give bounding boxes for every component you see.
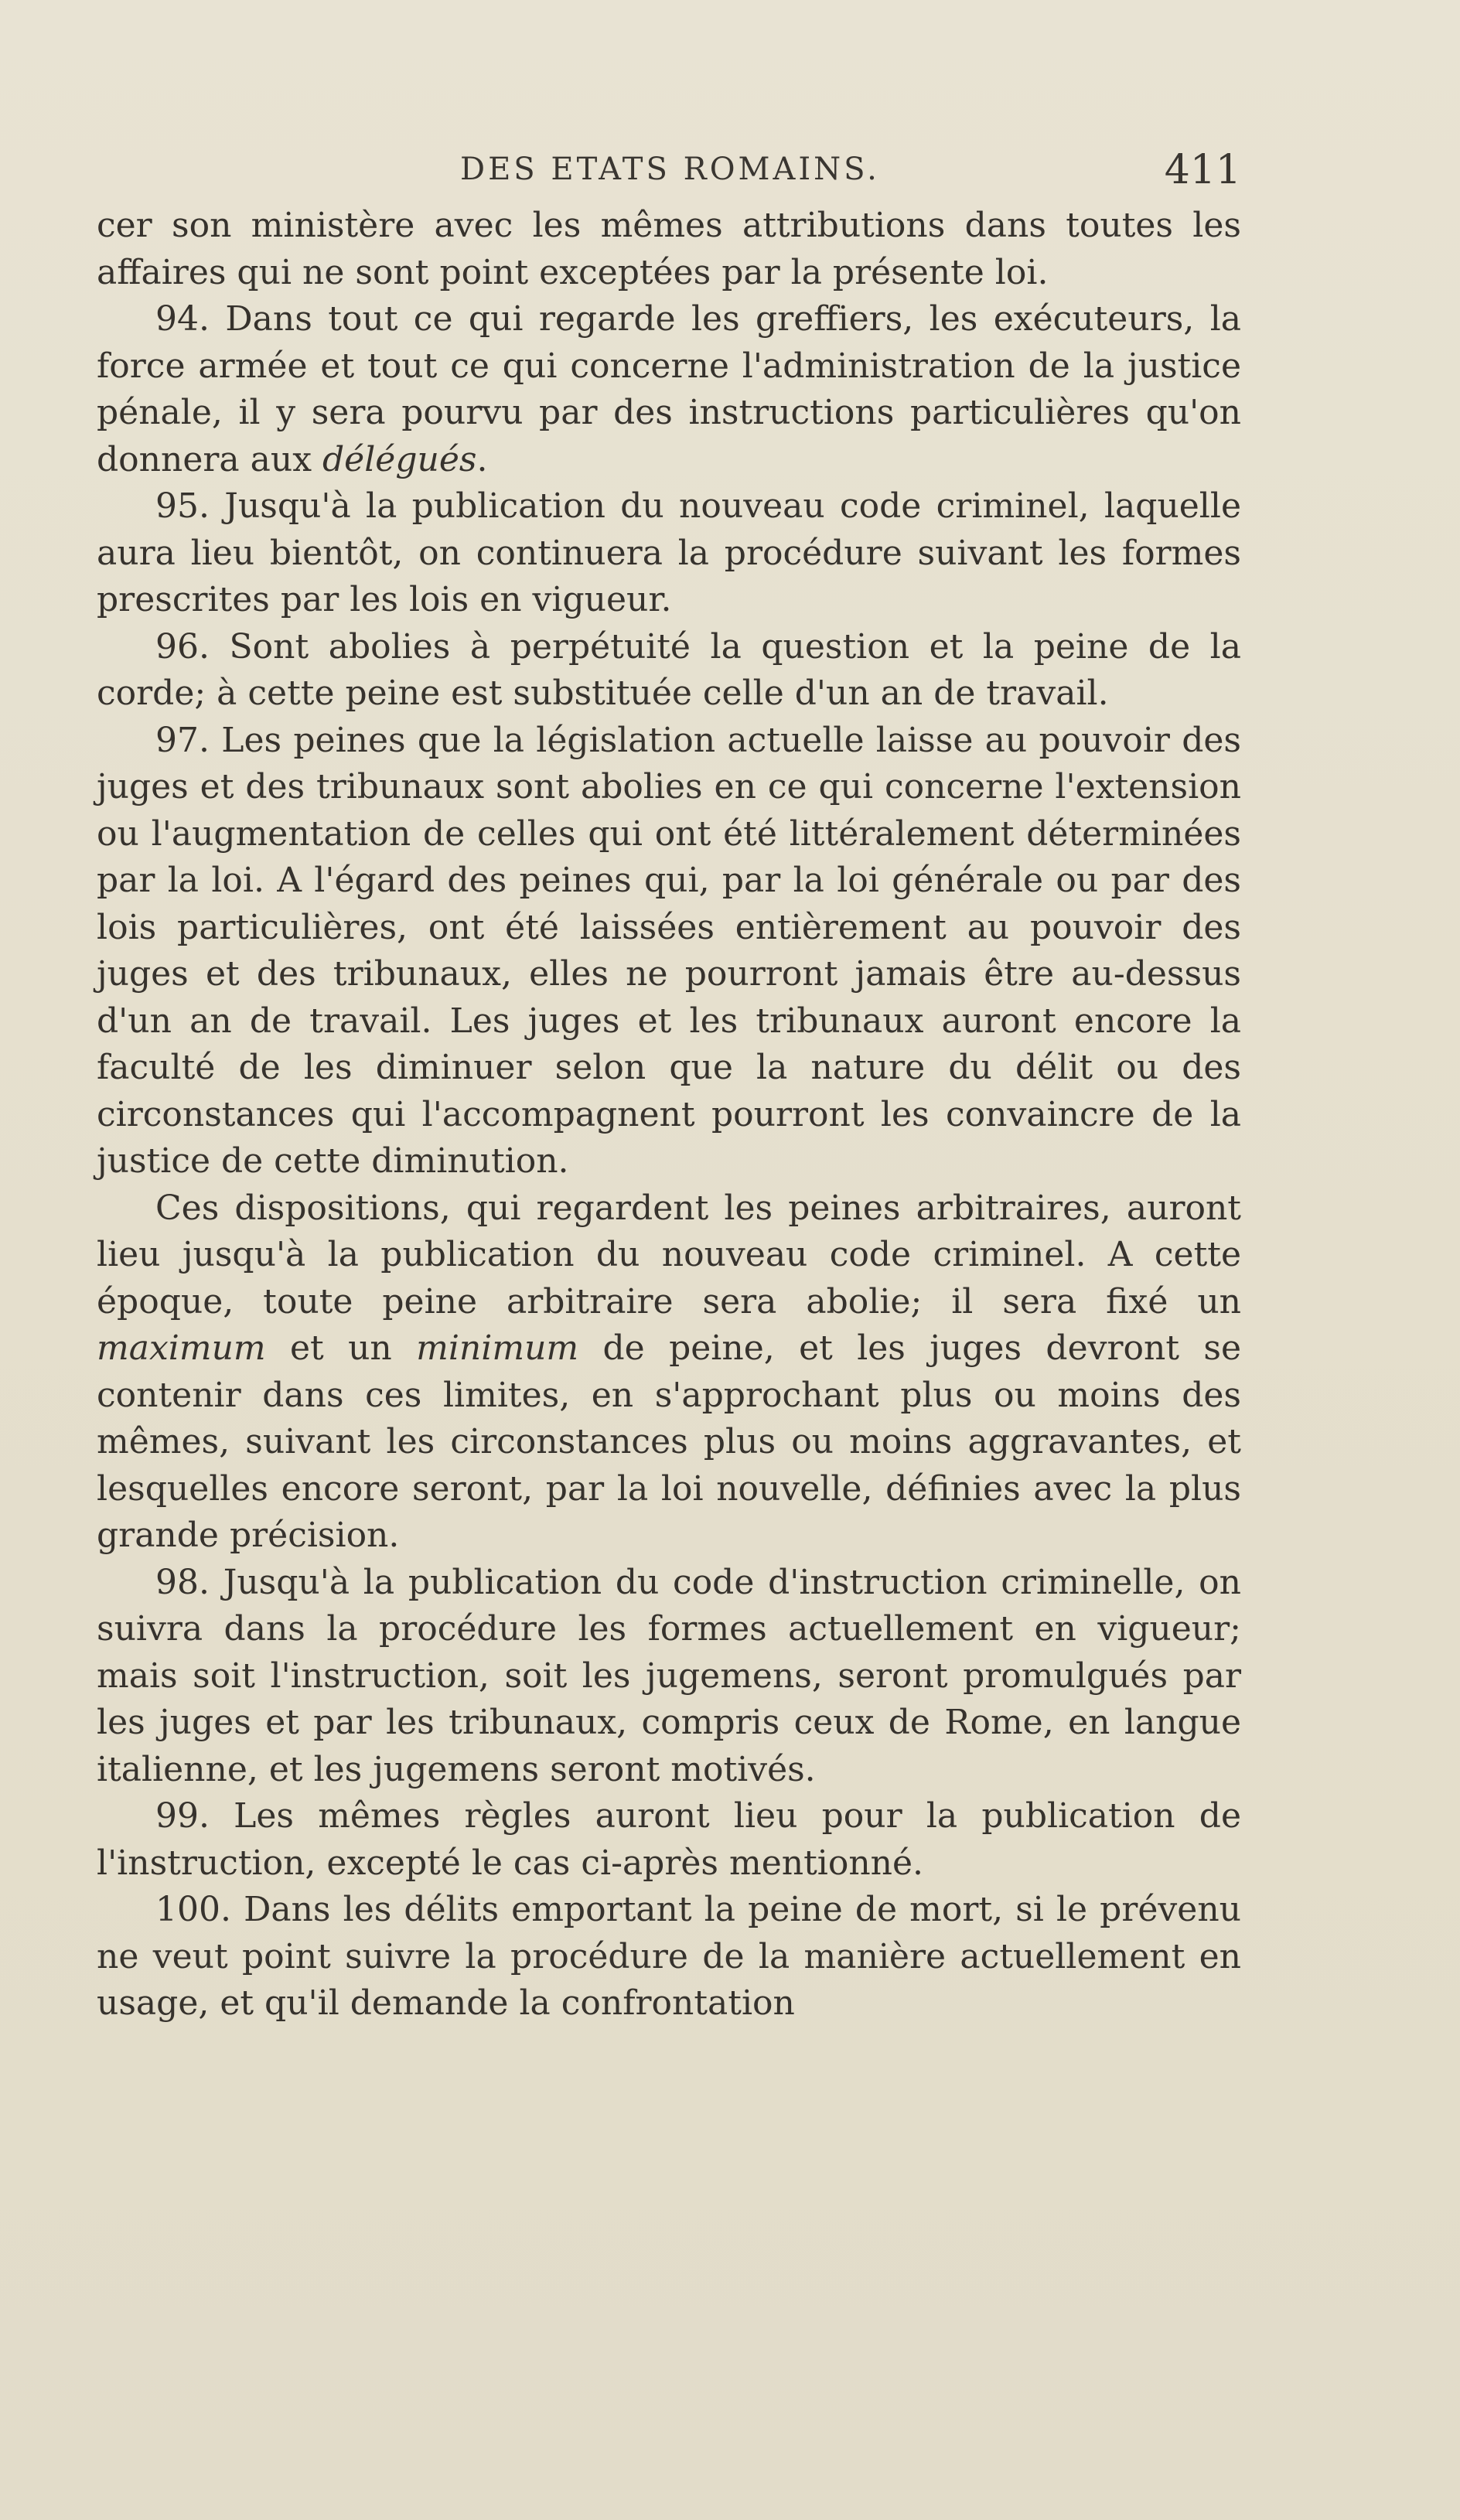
body-text	[97, 203, 1241, 2027]
article-100: 100. Dans les délits emportant la peine de mort, si le prévenu ne veut point suivre la procédure de la manière actuellement en usage, et qu'il demande la confrontation	[97, 1890, 1241, 2023]
emphasis-maximum: maximum	[97, 1328, 266, 1368]
article-94: 94. Dans tout ce qui regarde les greffiers, les exécuteurs, la force armée et tout ce qui concerne l'administration de la justice pénale, il y sera pourvu par des instructions particulières qu'on donnera aux délégués.	[97, 299, 1241, 479]
article-97: 97. Les peines que la législation actuelle laisse au pouvoir des juges et des tribunaux sont abolies en ce qui concerne l'extension ou l'augmentation de celles qui ont été littéralement déterminées par la loi. A l'égard des peines qui, par la loi générale ou par des lois particulières, ont été laissées entièrement au pouvoir des juges et des tribunaux, elles ne pourront jamais être au-dessus d'un an de travail. Les juges et les tribunaux auront encore la faculté de les diminuer selon que la nature du délit ou des circonstances qui l'accompagnent pourront les convaincre de la justice de cette diminution.	[97, 720, 1241, 1181]
article-99: 99. Les mêmes règles auront lieu pour la publication de l'instruction, excepté le cas ci-après mentionné.	[97, 1796, 1241, 1883]
paragraph-continuation: cer son ministère avec les mêmes attributions dans toutes les affaires qui ne sont point exceptées par la présente loi.	[97, 206, 1241, 292]
article-96: 96. Sont abolies à perpétuité la question et la peine de la corde; à cette peine est substituée celle d'un an de travail.	[97, 626, 1241, 713]
emphasis-delegues: délégués	[322, 439, 477, 479]
emphasis-minimum: minimum	[416, 1328, 579, 1368]
article-95: 95. Jusqu'à la publication du nouveau code criminel, laquelle aura lieu bientôt, on continuera la procédure suivant les formes prescrites par les lois en vigueur.	[97, 486, 1241, 619]
page-number: 411	[1164, 147, 1241, 193]
running-title: DES ETATS ROMAINS.	[460, 152, 880, 187]
page-header	[97, 147, 1241, 201]
article-98: 98. Jusqu'à la publication du code d'instruction criminelle, on suivra dans la procédure les formes actuellement en vigueur; mais soit l'instruction, soit les jugemens, seront promulgués par les juges et par les tribunaux, compris ceux de Rome, en langue italienne, et les jugemens seront motivés.	[97, 1562, 1241, 1789]
article-97-dispositions: Ces dispositions, qui regardent les peines arbitraires, auront lieu jusqu'à la publication du nouveau code criminel. A cette époque, toute peine arbitraire sera abolie; il sera fixé un maximum et un minimum de peine, et les juges devront se contenir dans ces limites, en s'approchant plus ou moins des mêmes, suivant les circonstances plus ou moins aggravantes, et lesquelles encore seront, par la loi nouvelle, définies avec la plus grande précision.	[97, 1188, 1241, 1555]
